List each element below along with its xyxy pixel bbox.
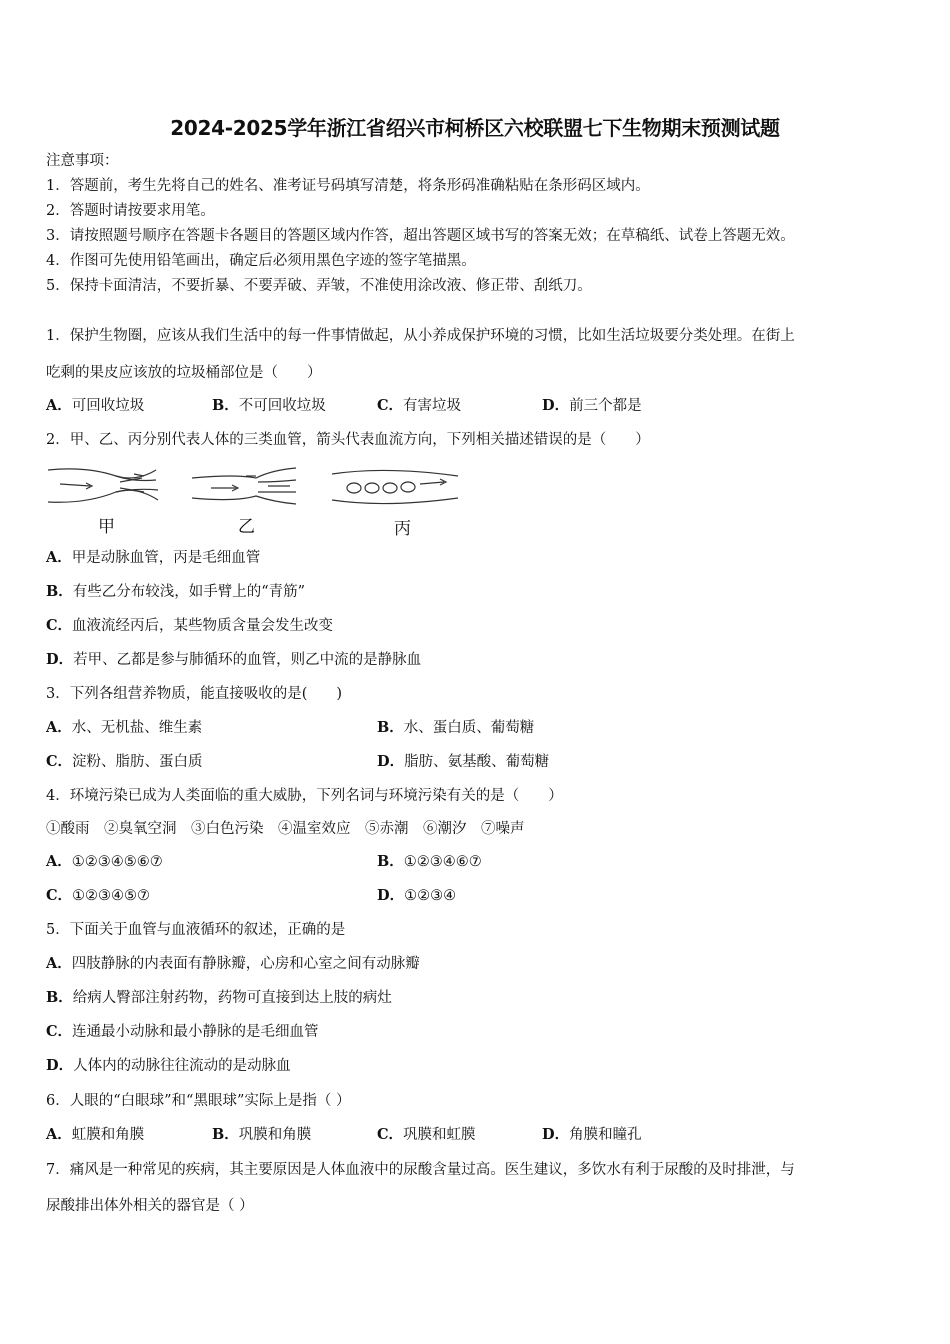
option-label: D．: [542, 1126, 570, 1143]
question-1-stem: 吃剩的果皮应该放的垃圾桶部位是（ ）: [46, 365, 322, 381]
figure-label-jia: 甲: [98, 517, 115, 537]
option-label: B．: [377, 853, 404, 870]
option-c[interactable]: [377, 1125, 476, 1145]
option-d[interactable]: [542, 396, 642, 416]
option-d[interactable]: [46, 1056, 291, 1076]
option-c[interactable]: [46, 752, 203, 772]
question-5-stem: 5．下面关于血管与血液循环的叙述，正确的是: [46, 922, 346, 938]
page-title: 2024-2025学年浙江省绍兴市柯桥区六校联盟七下生物期末预测试题: [170, 116, 780, 140]
option-text: 脂肪、氨基酸、葡萄糖: [404, 754, 550, 770]
figure-label-bing: 丙: [394, 519, 411, 539]
option-label: B．: [377, 719, 404, 736]
option-a[interactable]: [46, 718, 202, 738]
blood-vessel-figure: [46, 462, 466, 538]
option-text: 连通最小动脉和最小静脉的是毛细血管: [72, 1024, 319, 1040]
option-label: A．: [46, 719, 72, 736]
option-text: 不可回收垃圾: [238, 398, 326, 414]
option-label: C．: [46, 617, 73, 634]
option-text: 可回收垃圾: [71, 398, 145, 414]
question-4-stem: 4．环境污染已成为人类面临的重大威胁，下列名词与环境污染有关的是（ ）: [46, 788, 563, 804]
option-text: 淀粉、脂肪、蛋白质: [72, 754, 203, 770]
option-text: 若甲、乙都是参与肺循环的血管，则乙中流的是静脉血: [73, 652, 422, 668]
option-a[interactable]: [46, 548, 260, 568]
option-d[interactable]: [542, 1125, 642, 1145]
option-text: 甲是动脉血管，丙是毛细血管: [71, 550, 261, 566]
option-text: ①②③④⑥⑦: [403, 854, 482, 870]
option-b[interactable]: [212, 396, 326, 416]
figure-label-yi: 乙: [238, 517, 255, 537]
option-text: 给病人臀部注射药物，药物可直接到达上肢的病灶: [72, 990, 392, 1006]
option-label: D．: [46, 1057, 74, 1074]
option-c[interactable]: [46, 886, 150, 906]
option-text: 角膜和瞳孔: [569, 1127, 642, 1143]
option-label: C．: [46, 887, 73, 904]
option-text: 巩膜和虹膜: [403, 1127, 476, 1143]
option-text: 血液流经丙后，某些物质含量会发生改变: [72, 618, 334, 634]
option-label: D．: [377, 753, 405, 770]
option-label: A．: [46, 397, 72, 414]
option-a[interactable]: [46, 852, 163, 872]
notice-item: 3．请按照题号顺序在答题卡各题目的答题区域内作答，超出答题区域书写的答案无效；在草稿纸、试卷上答题无效。: [46, 228, 795, 244]
question-3-stem: 3．下列各组营养物质，能直接吸收的是( ): [46, 686, 343, 702]
option-label: D．: [377, 887, 405, 904]
question-6-stem: 6．人眼的“白眼球”和“黑眼球”实际上是指（ ）: [46, 1093, 351, 1109]
question-7-stem: 7．痛风是一种常见的疾病，其主要原因是人体血液中的尿酸含量过高。医生建议，多饮水有利于尿酸的及时排泄，与: [46, 1162, 795, 1178]
option-text: 人体内的动脉往往流动的是动脉血: [73, 1058, 291, 1074]
option-a[interactable]: [46, 954, 420, 974]
option-text: 前三个都是: [569, 398, 642, 414]
option-d[interactable]: [46, 650, 421, 670]
vessel-bing-drawing: [332, 470, 458, 503]
option-text: 虹膜和角膜: [71, 1127, 145, 1143]
option-text: 四肢静脉的内表面有静脉瓣，心房和心室之间有动脉瓣: [71, 956, 420, 972]
option-label: A．: [46, 853, 72, 870]
option-label: C．: [377, 397, 404, 414]
option-text: ①②③④: [404, 888, 457, 904]
vessel-jia-drawing: [48, 469, 158, 502]
option-label: D．: [542, 397, 570, 414]
option-label: A．: [46, 955, 72, 972]
option-d[interactable]: [377, 886, 456, 906]
notice-item: 2．答题时请按要求用笔。: [46, 203, 215, 219]
notice-item: 1．答题前，考生先将自己的姓名、准考证号码填写清楚，将条形码准确粘贴在条形码区域内。: [46, 178, 650, 194]
question-7-stem: 尿酸排出体外相关的器官是（ ）: [46, 1198, 254, 1214]
option-text: 巩膜和角膜: [238, 1127, 312, 1143]
option-label: C．: [377, 1126, 404, 1143]
option-text: 水、无机盐、维生素: [71, 720, 203, 736]
option-label: B．: [212, 397, 239, 414]
option-label: D．: [46, 651, 74, 668]
question-1-stem: 1．保护生物圈，应该从我们生活中的每一件事情做起，从小养成保护环境的习惯，比如生活垃圾要分类处理。在街上: [46, 328, 795, 344]
option-text: 水、蛋白质、葡萄糖: [403, 720, 535, 736]
option-b[interactable]: [46, 988, 392, 1008]
option-label: A．: [46, 549, 72, 566]
option-c[interactable]: [46, 616, 333, 636]
option-label: C．: [46, 753, 73, 770]
notice-item: 4．作图可先使用铅笔画出，确定后必须用黑色字迹的签字笔描黑。: [46, 253, 476, 269]
option-b[interactable]: [212, 1125, 311, 1145]
option-text: 有些乙分布较浅，如手臂上的“青筋”: [72, 584, 306, 600]
option-b[interactable]: [377, 852, 482, 872]
option-a[interactable]: [46, 396, 144, 416]
option-b[interactable]: [377, 718, 534, 738]
option-d[interactable]: [377, 752, 549, 772]
option-label: B．: [46, 989, 73, 1006]
option-label: B．: [212, 1126, 239, 1143]
notice-heading: 注意事项：: [46, 153, 119, 169]
option-c[interactable]: [377, 396, 461, 416]
question-4-items: ①酸雨 ②臭氧空洞 ③白色污染 ④温室效应 ⑤赤潮 ⑥潮汐 ⑦噪声: [46, 821, 525, 837]
option-c[interactable]: [46, 1022, 319, 1042]
option-b[interactable]: [46, 582, 305, 602]
option-a[interactable]: [46, 1125, 144, 1145]
option-text: 有害垃圾: [403, 398, 462, 414]
option-label: B．: [46, 583, 73, 600]
option-label: C．: [46, 1023, 73, 1040]
vessel-yi-drawing: [192, 468, 296, 504]
option-text: ①②③④⑤⑥⑦: [71, 854, 163, 870]
option-text: ①②③④⑤⑦: [72, 888, 151, 904]
notice-item: 5．保持卡面清洁，不要折暴、不要弄破、弄皱，不准使用涂改液、修正带、刮纸刀。: [46, 278, 592, 294]
question-2-stem: 2．甲、乙、丙分别代表人体的三类血管，箭头代表血流方向，下列相关描述错误的是（ ）: [46, 432, 650, 448]
option-label: A．: [46, 1126, 72, 1143]
